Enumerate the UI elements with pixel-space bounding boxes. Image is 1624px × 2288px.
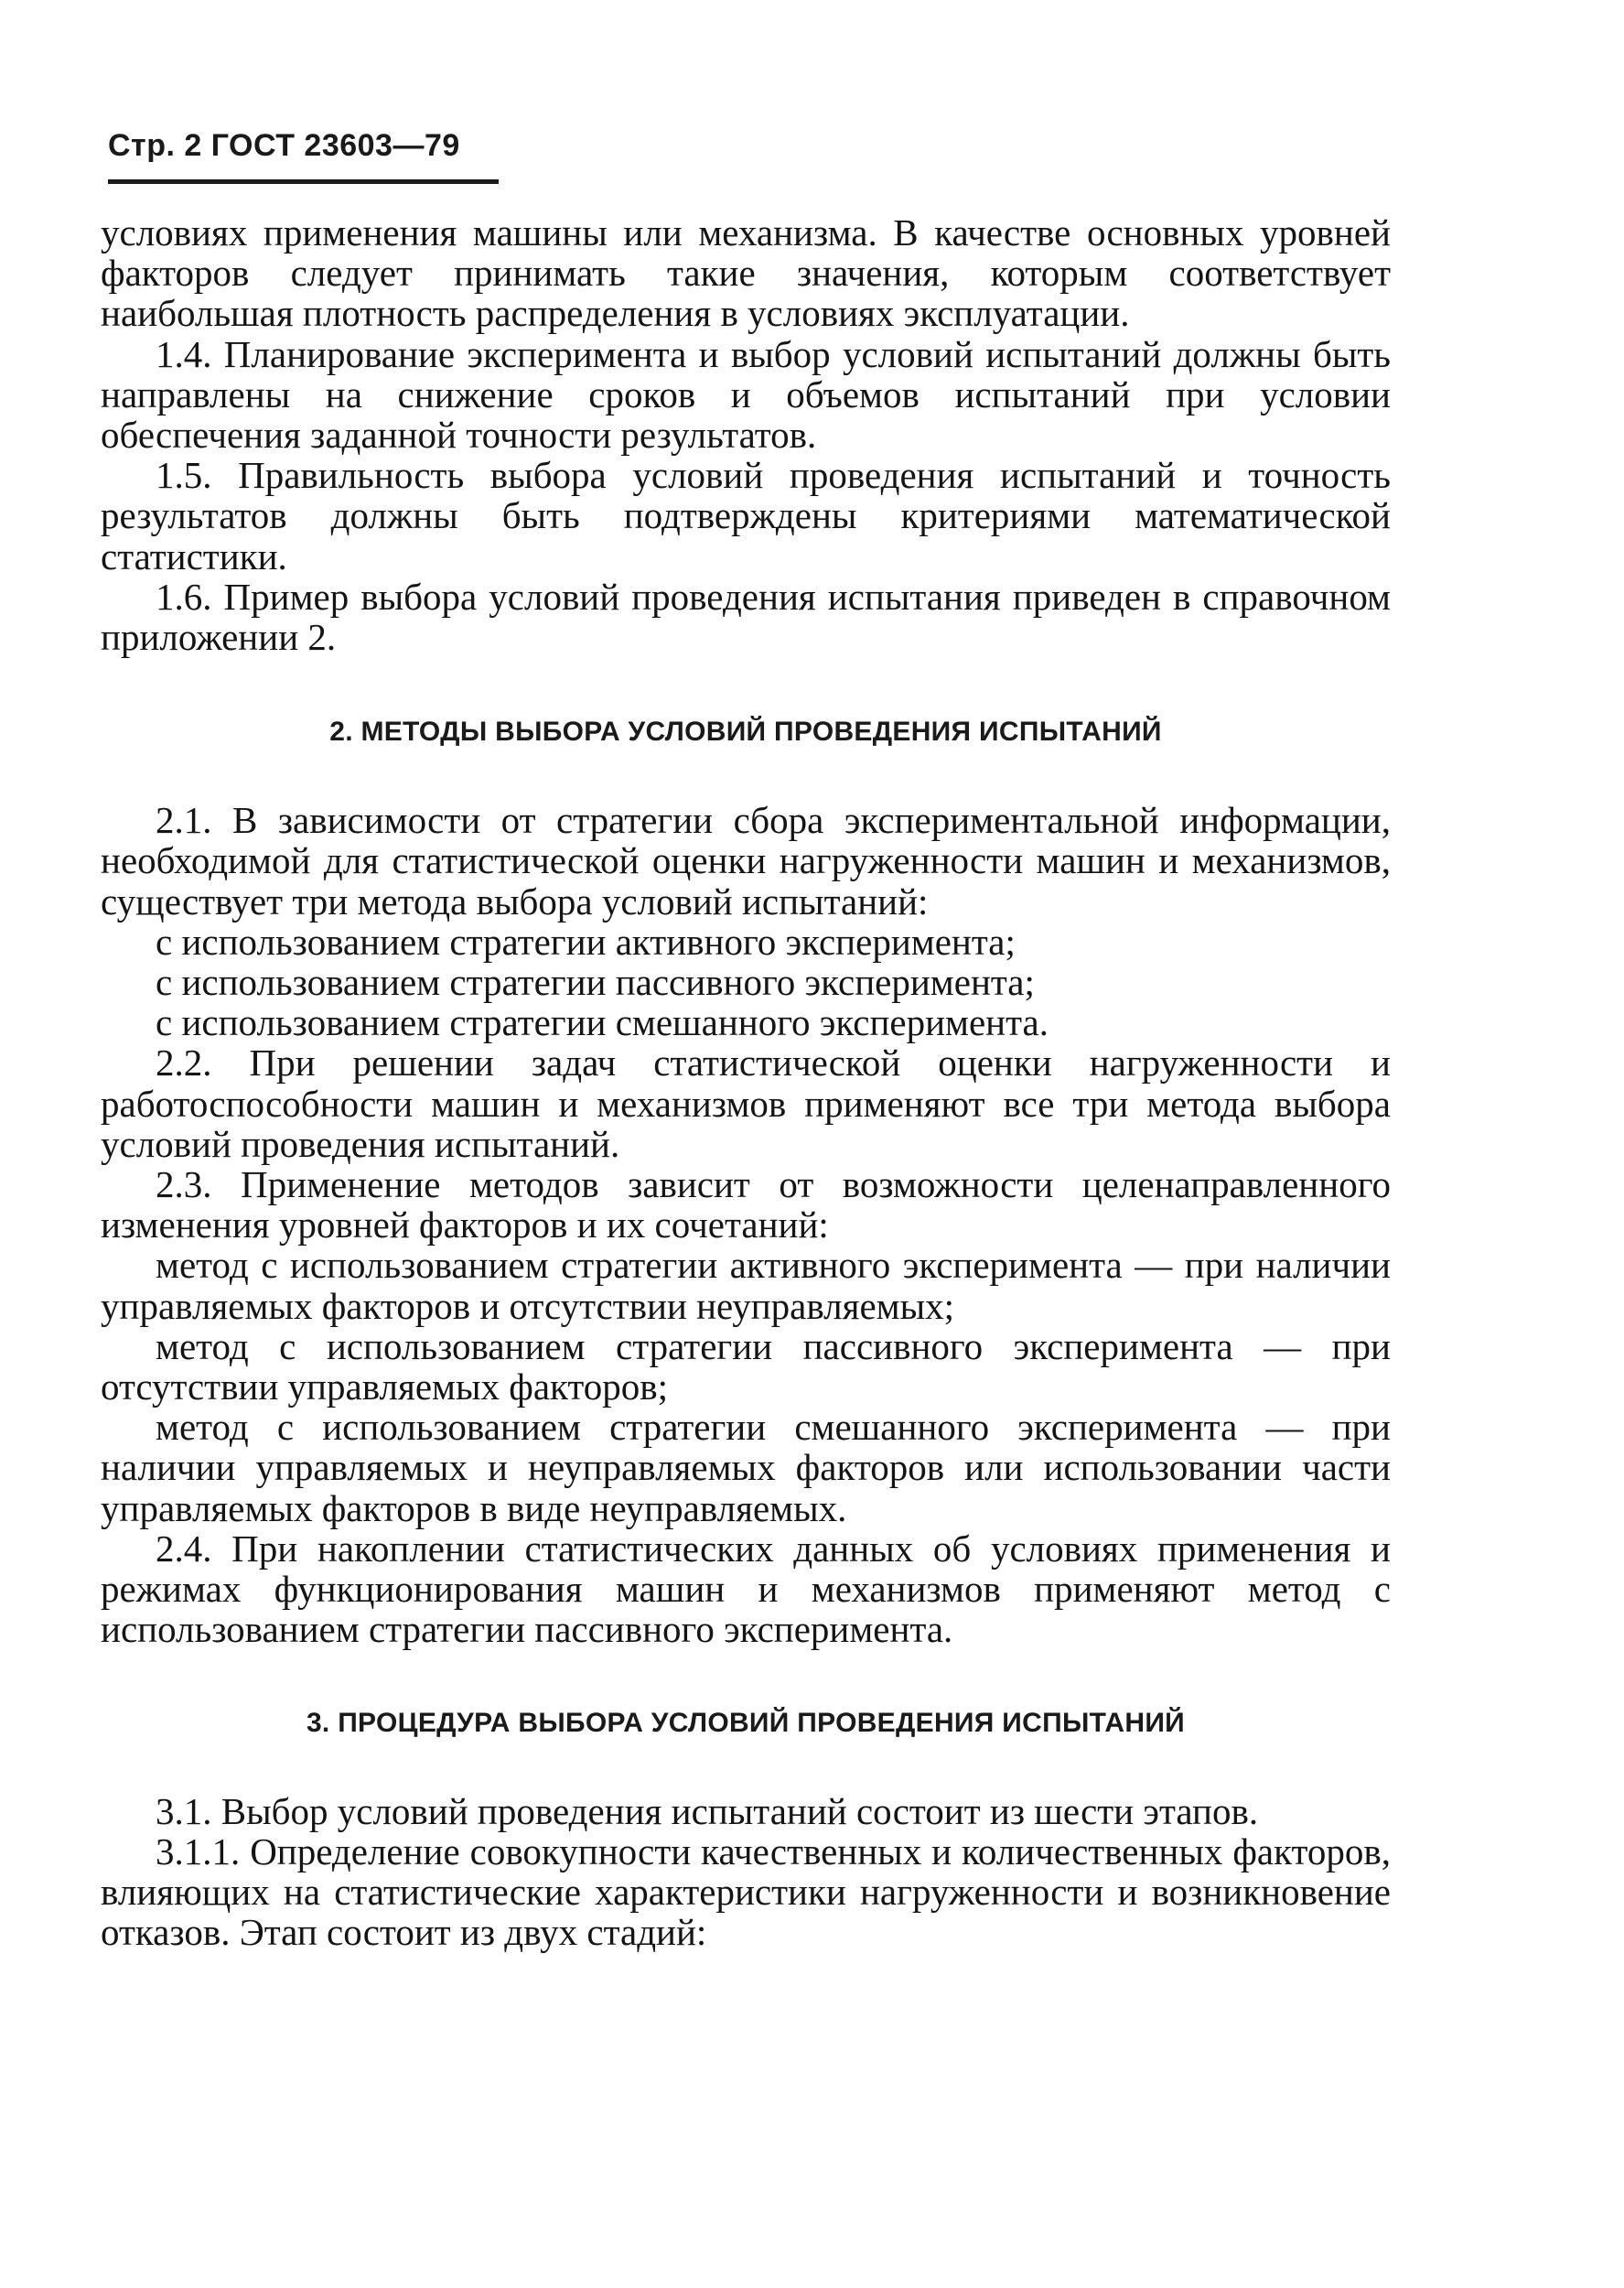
paragraph-3-1-1: 3.1.1. Определение совокупности качественных и количественных факторов, влияющих на статистические характеристики нагруженности и возникновение отказов. Этап состоит из двух стадий:: [101, 1829, 1391, 1954]
list-item-active: с использованием стратегии активного эксперимента;: [156, 920, 1016, 963]
section-3-heading: 3. ПРОЦЕДУРА ВЫБОРА УСЛОВИЙ ПРОВЕДЕНИЯ ИСПЫТАНИЙ: [306, 1707, 1186, 1738]
paragraph-1-5: 1.5. Правильность выбора условий проведения испытаний и точность результатов должны быть подтверждены критериями математической статистики.: [101, 454, 1391, 577]
paragraph-1-6: 1.6. Пример выбора условий проведения испытания приведен в справочном приложении 2.: [101, 575, 1391, 659]
list-item-passive: с использованием стратегии пассивного эксперимента;: [156, 961, 1035, 1004]
paragraph-2-3: 2.3. Применение методов зависит от возможности целенаправленного изменения уровней факторов и их сочетаний:: [101, 1163, 1391, 1247]
paragraph-1-4: 1.4. Планирование эксперимента и выбор условий испытаний должны быть направлены на снижение сроков и объемов испытаний при условии обеспечения заданной точности результатов.: [101, 332, 1391, 457]
paragraph-2-4: 2.4. При накоплении статистических данных об условиях применения и режимах функционирования машин и механизмов применяют метод с использованием стратегии пассивного эксперимента.: [101, 1527, 1391, 1651]
paragraph-2-2: 2.2. При решении задач статистической оценки нагруженности и работоспособности машин и механизмов применяют все три метода выбора условий проведения испытаний.: [101, 1041, 1391, 1165]
method-passive: метод с использованием стратегии пассивного эксперимента — при отсутствии управляемых факторов;: [101, 1324, 1391, 1408]
paragraph-continuation: условиях применения машины или механизма. В качестве основных уровней факторов следует принимать такие значения, которым соответствует наибольшая плотность распределения в условиях эксплуатации.: [101, 211, 1391, 335]
header-rule: [108, 179, 499, 184]
method-mixed: метод с использованием стратегии смешанного эксперимента — при наличии управляемых и неуправляемых факторов или использовании части управляемых факторов в виде неуправляемых.: [101, 1406, 1391, 1529]
section-2-heading: 2. МЕТОДЫ ВЫБОРА УСЛОВИЙ ПРОВЕДЕНИЯ ИСПЫТАНИЙ: [329, 717, 1162, 748]
page-header: Стр. 2 ГОСТ 23603—79: [108, 128, 460, 163]
paragraph-3-1: 3.1. Выбор условий проведения испытаний состоит из шести этапов.: [156, 1789, 1259, 1832]
method-active: метод с использованием стратегии активного эксперимента — при наличии управляемых факторов и отсутствии неуправляемых;: [101, 1244, 1391, 1327]
list-item-mixed: с использованием стратегии смешанного эксперимента.: [156, 1001, 1049, 1044]
document-body: [101, 212, 1391, 1952]
paragraph-2-1: 2.1. В зависимости от стратегии сбора экспериментальной информации, необходимой для статистической оценки нагруженности машин и механизмов, существует три метода выбора условий испытаний:: [101, 799, 1391, 923]
